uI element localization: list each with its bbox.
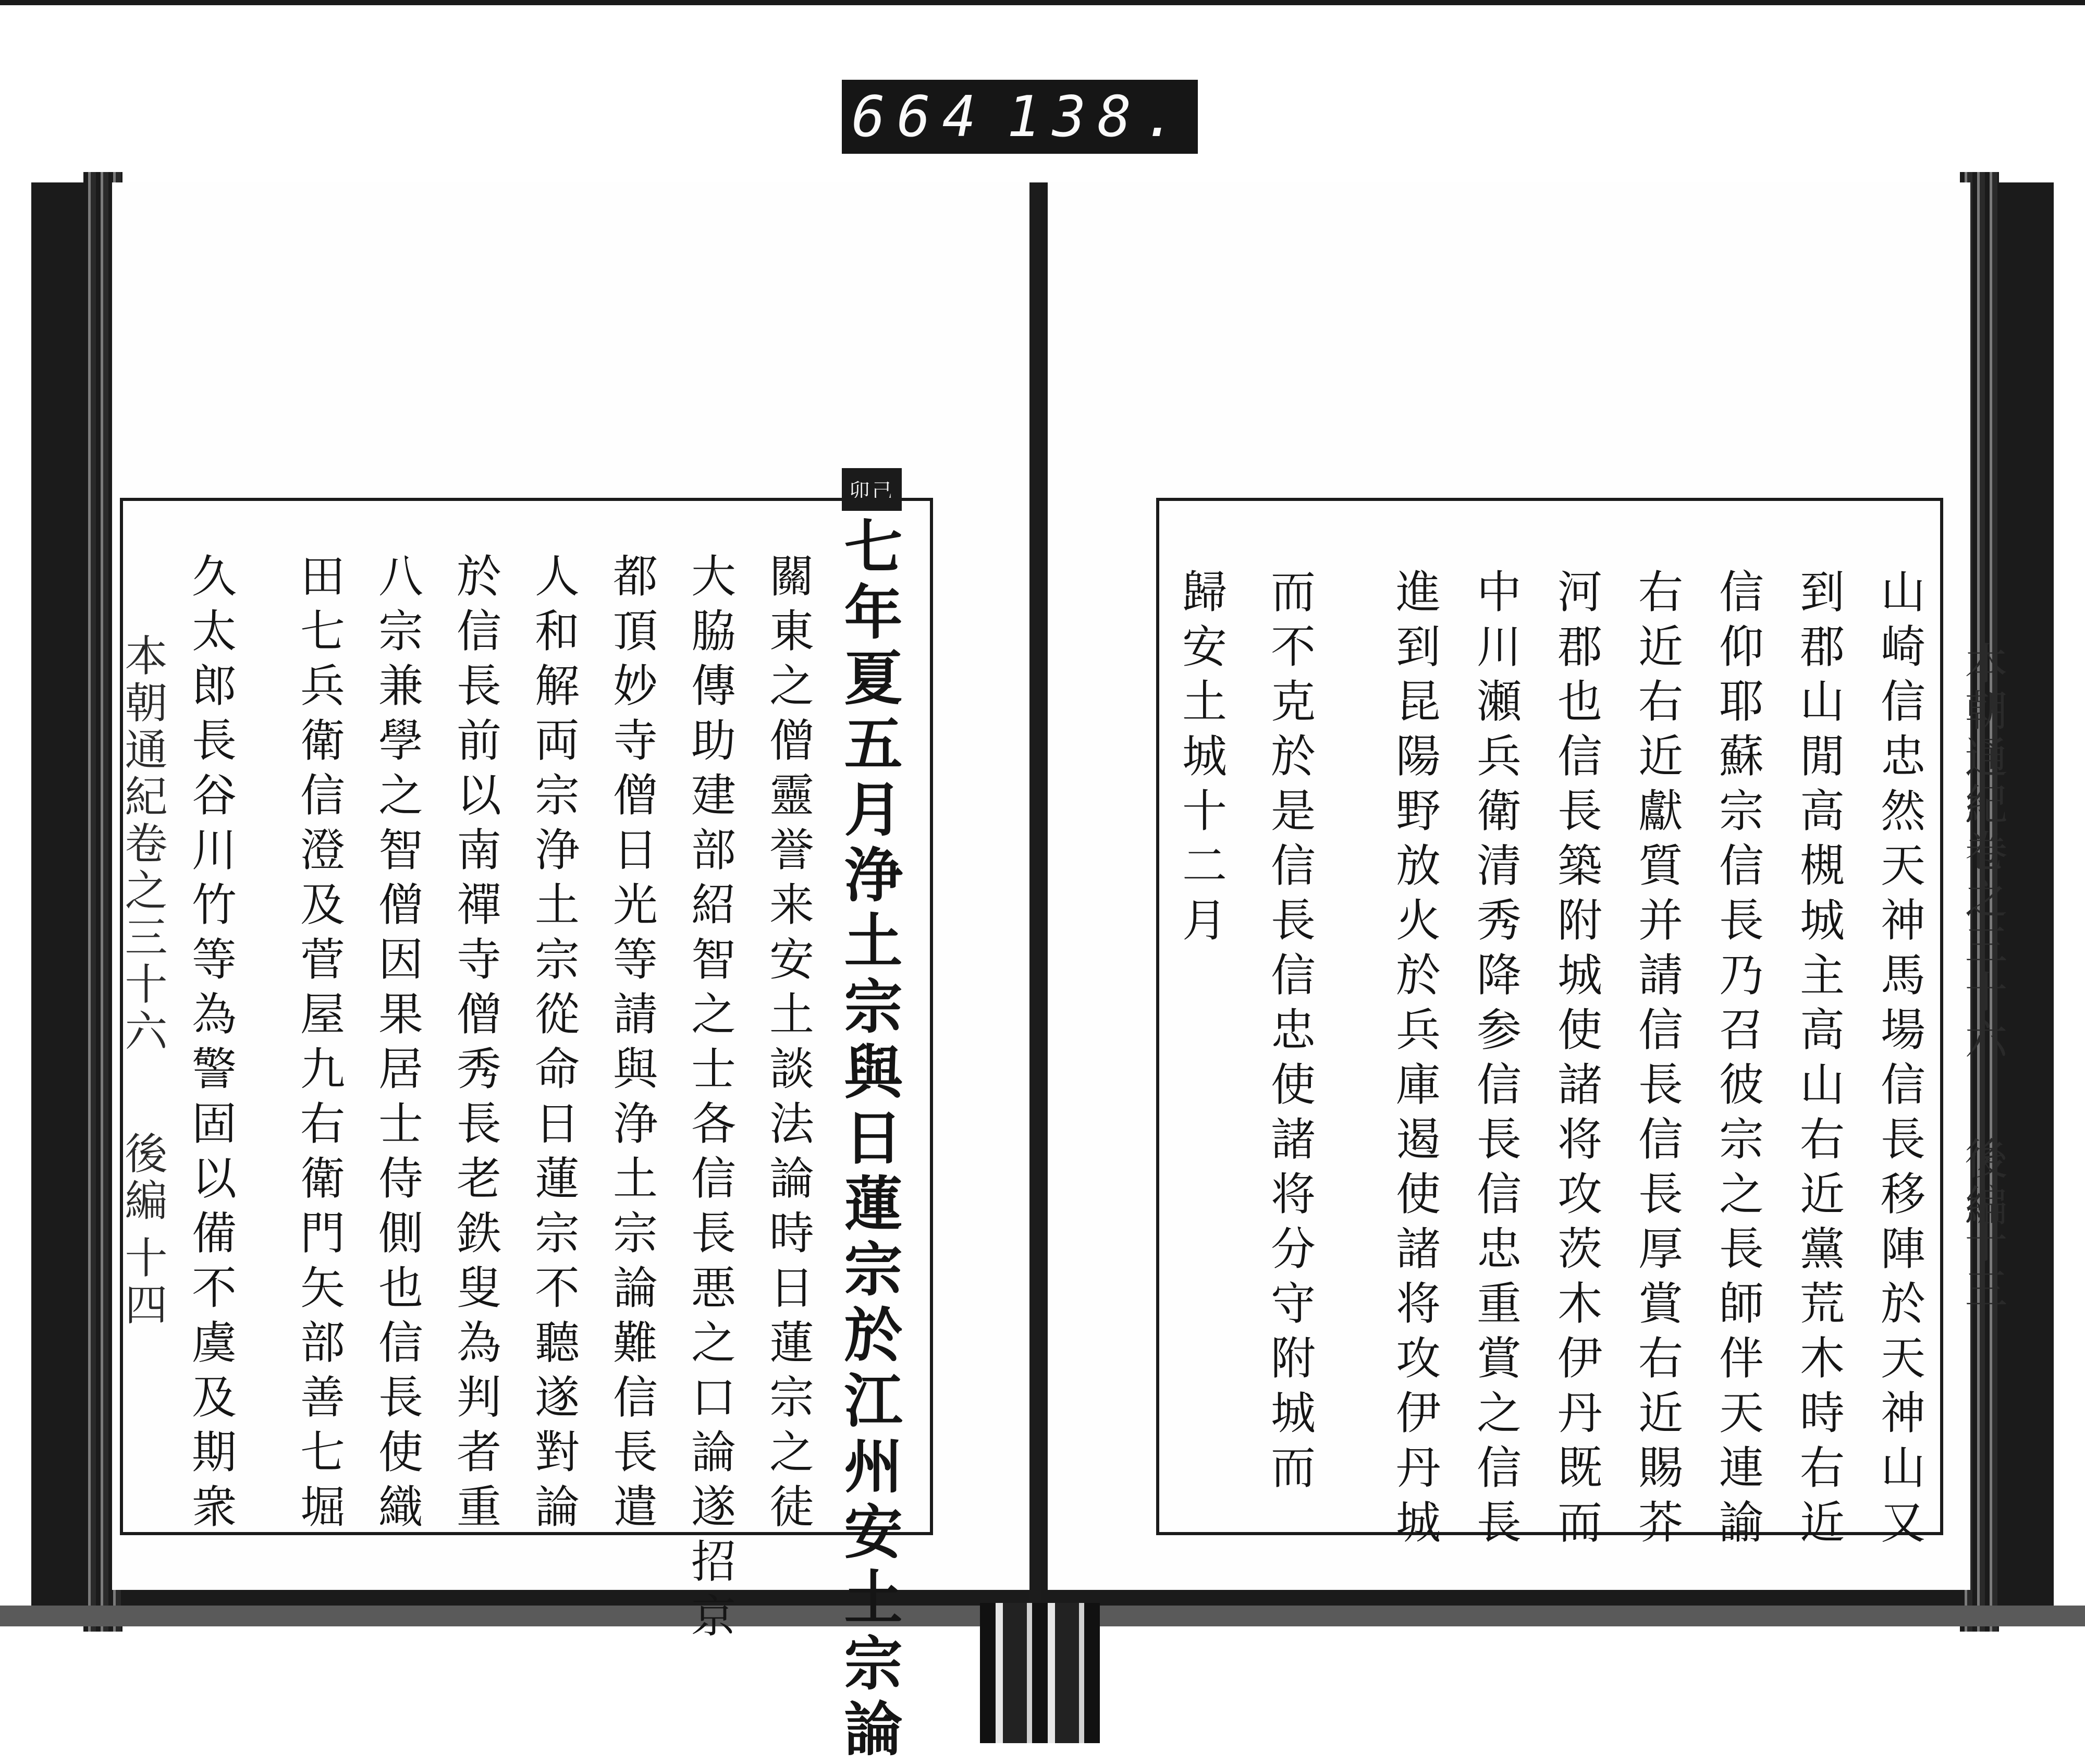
year-tab: 卯己 [842,468,902,511]
left-margin-leaf: 十四 [118,1235,167,1329]
bottom-shadow-left [0,1606,980,1626]
right-column-8: 而不克於是信長信忠使諸将分守附城而 [1263,568,1315,1499]
right-column-1: 山崎信忠然天神馬場信長移陣於天神山又 [1873,568,1925,1553]
left-column-8: 久太郎長谷川竹等為警固以備不虞及期衆 [184,553,236,1538]
left-column-6: 八宗兼學之智僧因果居士侍側也信長使織 [371,553,423,1538]
scan-top-border [0,0,2085,5]
left-column-7: 田七兵衛信澄及菅屋九右衛門矢部善七堀 [292,553,345,1538]
left-column-2: 大脇傳助建部紹智之士各信長悪之口論遂招京 [683,553,735,1647]
spine-foot [980,1603,1100,1743]
right-margin-leaf: 十三 [1958,1220,2007,1314]
right-margin-title: 本朝通紀卷之三十六 [1958,641,2007,1063]
right-column-6: 中川瀬兵衛清秀降参信長信忠重賞之信長 [1469,568,1521,1553]
left-margin-part: 後編 [118,1131,167,1225]
right-column-4: 右近右近獻質并請信長信長厚賞右近賜芥 [1630,568,1683,1553]
bottom-shadow-right [1100,1606,2085,1626]
left-column-3: 都頂妙寺僧日光等請與浄土宗論難信長遣 [605,553,657,1538]
entry-heading: 七年夏五月浄土宗與日蓮宗於江州安土宗論 [835,516,903,1764]
frame-number-right: 138. [1007,84,1188,150]
left-margin-title: 本朝通紀卷之三十六 [118,633,167,1056]
right-column-3: 信仰耶蘇宗信長乃召彼宗之長師伴天連諭 [1711,568,1763,1553]
scan-frame-label [842,80,1198,154]
left-column-1: 關東之僧靈誉来安土談法論時日蓮宗之徒 [762,553,814,1538]
right-column-2: 到郡山閒高槻城主高山右近黨荒木時右近 [1792,568,1844,1553]
right-column-7: 進到昆陽野放火於兵庫遏使諸将攻伊丹城 [1388,568,1440,1553]
book-spine [1029,182,1041,1606]
left-column-5: 於信長前以南禪寺僧秀長老鉄叟為判者重 [449,553,501,1538]
frame-number-left: 664 [851,84,988,150]
right-margin-part: 後編 [1958,1136,2007,1230]
right-column-9: 歸安土城十二月 [1174,568,1227,951]
left-column-4: 人和解両宗浄土宗從命日蓮宗不聽遂對論 [527,553,579,1538]
right-column-5: 河郡也信長築附城使諸将攻茨木伊丹既而 [1550,568,1602,1553]
